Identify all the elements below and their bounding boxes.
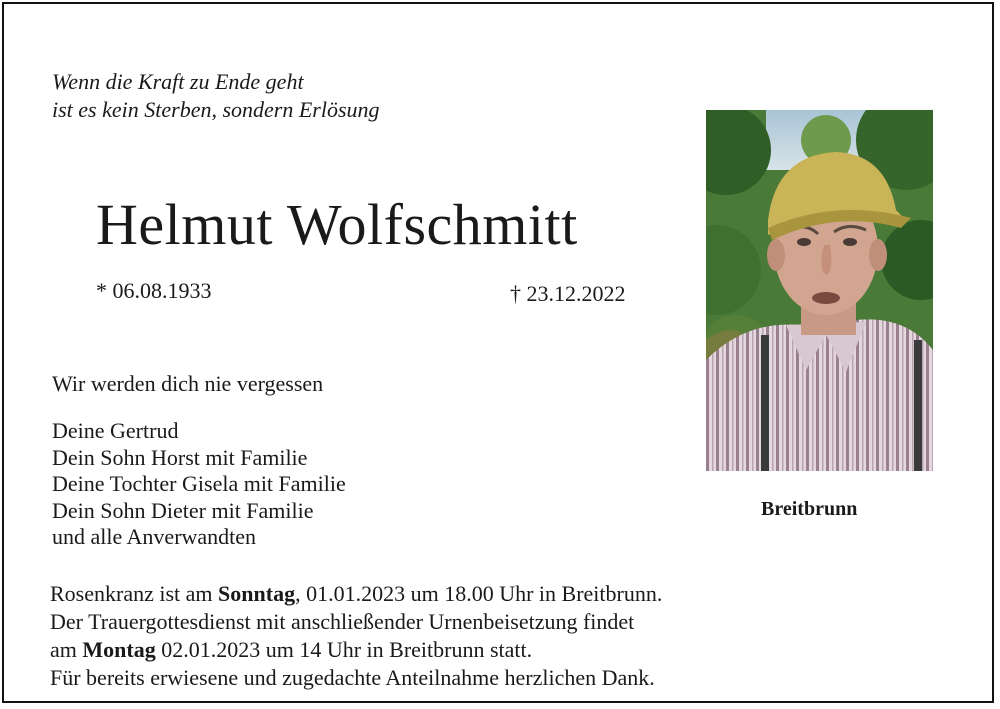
deceased-name: Helmut Wolfschmitt bbox=[96, 192, 578, 257]
birth-date: * 06.08.1933 bbox=[96, 278, 212, 303]
mourner-line: Deine Tochter Gisela mit Familie bbox=[52, 471, 346, 496]
motto-line-1: Wenn die Kraft zu Ende geht bbox=[52, 69, 304, 94]
notice-text: 02.01.2023 um 14 Uhr in Breitbrunn statt. bbox=[155, 637, 533, 662]
motto-line-2: ist es kein Sterben, sondern Erlösung bbox=[52, 97, 380, 122]
notice-line-1 bbox=[50, 580, 662, 608]
notice-line-4: Für bereits erwiesene und zugedachte Anteilnahme herzlichen Dank. bbox=[50, 665, 655, 690]
portrait-photo bbox=[706, 110, 933, 471]
funeral-notice bbox=[50, 580, 662, 692]
notice-text: am bbox=[50, 637, 83, 662]
notice-line-3 bbox=[50, 636, 662, 664]
notice-day-monday: Montag bbox=[82, 637, 156, 662]
obituary-frame bbox=[2, 2, 994, 703]
mourner-line: und alle Anverwandten bbox=[52, 524, 257, 549]
remembrance-line: Wir werden dich nie vergessen bbox=[52, 371, 324, 396]
notice-day-sunday: Sonntag bbox=[218, 581, 296, 606]
notice-line-2: Der Trauergottesdienst mit anschließender Urnenbeisetzung findet bbox=[50, 609, 635, 634]
mourner-line: Dein Sohn Horst mit Familie bbox=[52, 444, 308, 470]
mourner-line: Dein Sohn Dieter mit Familie bbox=[52, 497, 314, 523]
mourner-line: Deine Gertrud bbox=[52, 418, 179, 443]
portrait-illustration bbox=[706, 110, 933, 471]
notice-text: Rosenkranz ist am bbox=[50, 581, 219, 606]
mourners-list bbox=[52, 418, 346, 551]
place-name: Breitbrunn bbox=[761, 498, 858, 520]
notice-text: , 01.01.2023 um 18.00 Uhr in Breitbrunn. bbox=[295, 581, 663, 606]
death-date: † 23.12.2022 bbox=[510, 281, 626, 306]
motto bbox=[52, 68, 380, 124]
